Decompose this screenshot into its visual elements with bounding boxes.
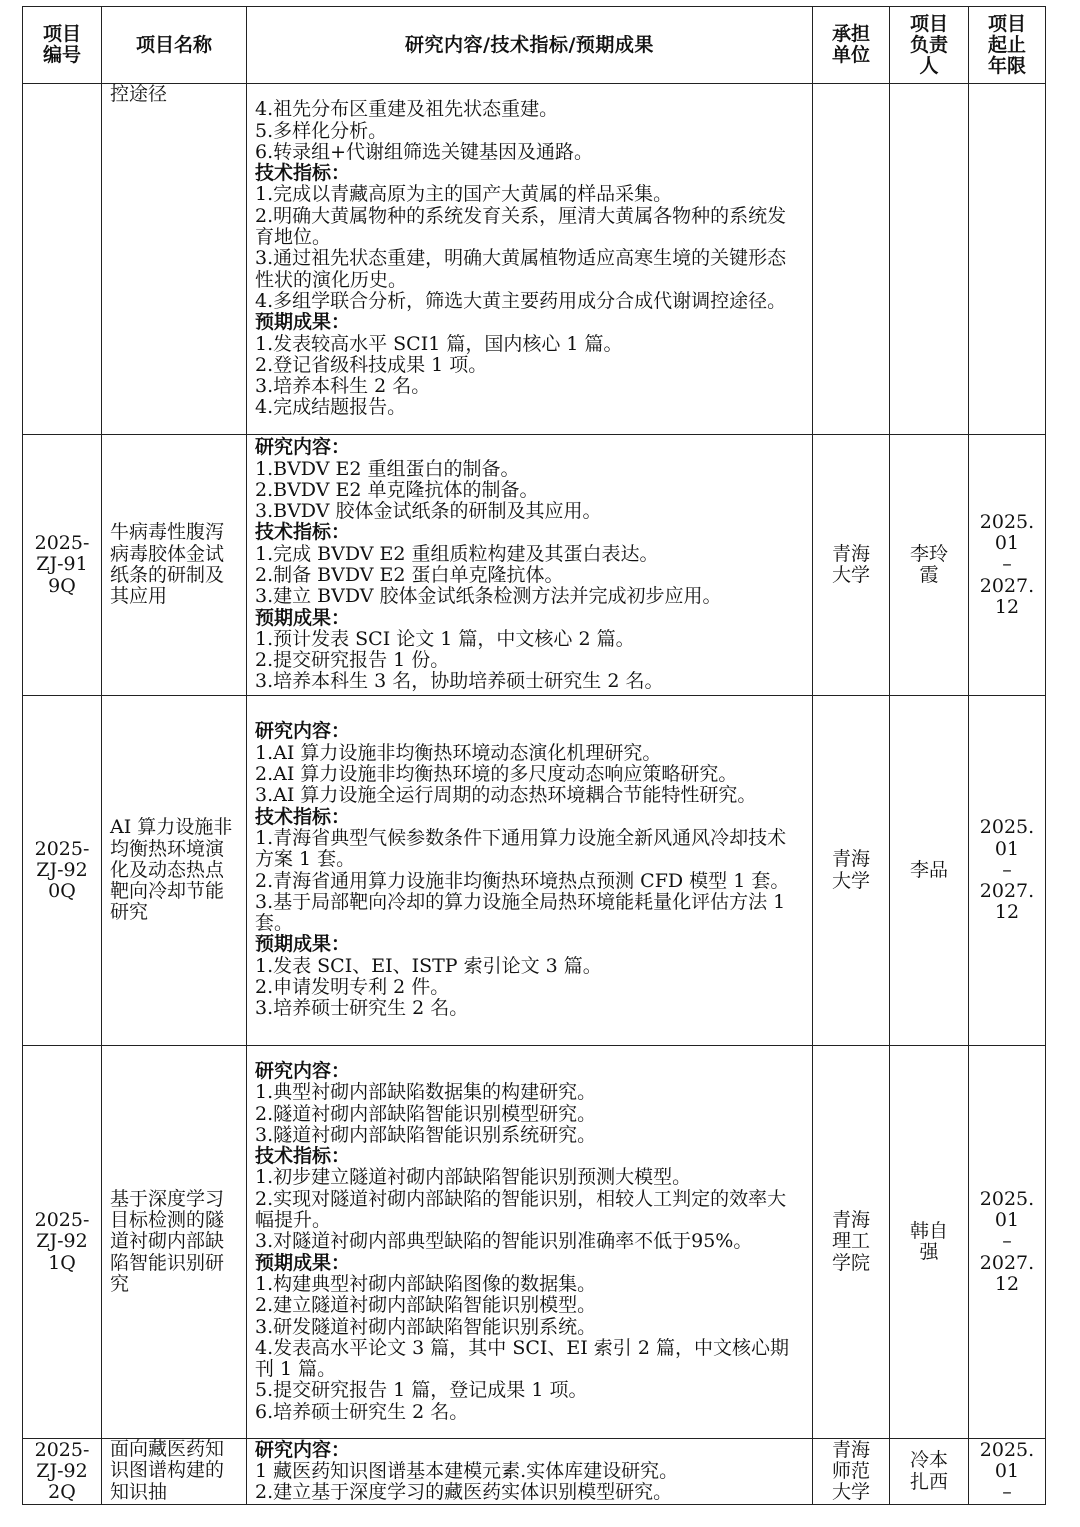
table-header-row [23, 7, 1046, 84]
project-name: 控途径 [102, 84, 247, 435]
project-code: 2025- ZJ-92 2Q [23, 1439, 102, 1505]
section-heading: 研究内容： [255, 1438, 351, 1461]
table-row [23, 1046, 1046, 1439]
header-content: 研究内容/技术指标/预期成果 [247, 7, 813, 84]
content-line: 1.初步建立隧道衬砌内部缺陷智能识别预测大模型。 [255, 1166, 692, 1189]
project-leader: 李玲 霞 [890, 435, 969, 696]
project-code: 2025- ZJ-91 9Q [23, 435, 102, 696]
content-line: 1.预计发表 SCI 论文 1 篇，中文核心 2 篇。 [255, 627, 635, 650]
content-line: 2.AI 算力设施非均衡热环境的多尺度动态响应策略研究。 [255, 763, 738, 786]
content-line: 2.明确大黄属物种的系统发育关系，厘清大黄属各物种的系统发育地位。 [255, 204, 787, 249]
content-line: 5.多样化分析。 [255, 119, 388, 142]
content-line: 1.构建典型衬砌内部缺陷图像的数据集。 [255, 1272, 597, 1295]
section-heading: 研究内容： [255, 720, 351, 743]
header-period: 项目 起止 年限 [969, 7, 1046, 84]
content-line: 1.BVDV E2 重组蛋白的制备。 [255, 457, 520, 480]
table-row [23, 84, 1046, 435]
content-line: 4.完成结题报告。 [255, 396, 407, 419]
project-period: 2025. 01 – [969, 1439, 1046, 1505]
content-line: 1.发表较高水平 SCI1 篇，国内核心 1 篇。 [255, 332, 623, 355]
project-leader: 韩自 强 [890, 1046, 969, 1439]
content-line: 2.登记省级科技成果 1 项。 [255, 353, 488, 376]
section-heading: 技术指标： [255, 805, 351, 828]
content-line: 2.提交研究报告 1 份。 [255, 649, 450, 672]
project-code [23, 84, 102, 435]
content-line: 2.建立隧道衬砌内部缺陷智能识别模型。 [255, 1294, 597, 1317]
project-code: 2025- ZJ-92 0Q [23, 696, 102, 1046]
content-line: 1.完成 BVDV E2 重组质粒构建及其蛋白表达。 [255, 542, 659, 565]
project-name: 基于深度学习目标检测的隧道衬砌内部缺陷智能识别研究 [102, 1046, 247, 1439]
content-line: 2.青海省通用算力设施非均衡热环境热点预测 CFD 模型 1 套。 [255, 869, 790, 892]
project-name: 面向藏医药知识图谱构建的知识抽 [102, 1439, 247, 1505]
content-line: 3.培养硕士研究生 2 名。 [255, 997, 469, 1020]
content-line: 3.通过祖先状态重建，明确大黄属植物适应高寒生境的关键形态性状的演化历史。 [255, 247, 787, 291]
project-code: 2025- ZJ-92 1Q [23, 1046, 102, 1439]
project-unit: 青海 理工 学院 [813, 1046, 890, 1439]
content-line: 3.培养本科生 2 名。 [255, 375, 431, 398]
project-leader: 冷本 扎西 [890, 1439, 969, 1505]
section-heading: 预期成果： [255, 1251, 351, 1274]
project-leader [890, 84, 969, 435]
project-leader: 李品 [890, 696, 969, 1046]
content-line: 2.实现对隧道衬砌内部缺陷的智能识别，相较人工判定的效率大幅提升。 [255, 1187, 787, 1232]
content-line: 1.AI 算力设施非均衡热环境动态演化机理研究。 [255, 741, 662, 764]
project-content [247, 435, 813, 696]
header-leader: 项目 负责 人 [890, 7, 969, 84]
content-line: 3.建立 BVDV 胶体金试纸条检测方法并完成初步应用。 [255, 585, 722, 608]
table-row [23, 1439, 1046, 1505]
project-content [247, 1439, 813, 1505]
project-content [247, 1046, 813, 1439]
section-heading: 预期成果： [255, 606, 351, 629]
project-period: 2025. 01 – 2027. 12 [969, 1046, 1046, 1439]
project-unit: 青海 大学 [813, 435, 890, 696]
section-heading: 预期成果： [255, 311, 351, 334]
content-line: 2.建立基于深度学习的藏医药实体识别模型研究。 [255, 1481, 673, 1504]
project-unit: 青海 师范 大学 [813, 1439, 890, 1505]
content-line: 2.BVDV E2 单克隆抗体的制备。 [255, 478, 539, 501]
content-line: 6.转录组+代谢组筛选关键基因及通路。 [255, 140, 594, 163]
table-body [23, 84, 1046, 1505]
content-line: 4.祖先分布区重建及祖先状态重建。 [255, 98, 559, 121]
content-line: 4.发表高水平论文 3 篇，其中 SCI、EI 索引 2 篇，中文核心期刊 1 篇。 [255, 1336, 789, 1381]
content-line: 2.制备 BVDV E2 蛋白单克隆抗体。 [255, 564, 564, 586]
project-period: 2025. 01 – 2027. 12 [969, 696, 1046, 1046]
content-line: 5.提交研究报告 1 篇，登记成果 1 项。 [255, 1379, 588, 1402]
project-content [247, 696, 813, 1046]
project-unit: 青海 大学 [813, 696, 890, 1046]
content-line: 6.培养硕士研究生 2 名。 [255, 1400, 469, 1423]
section-heading: 研究内容： [255, 436, 351, 459]
section-heading: 技术指标： [255, 521, 351, 544]
content-line: 1.典型衬砌内部缺陷数据集的构建研究。 [255, 1081, 597, 1104]
content-line: 1.完成以青藏高原为主的国产大黄属的样品采集。 [255, 183, 673, 206]
table-row [23, 435, 1046, 696]
content-line: 3.AI 算力设施全运行周期的动态热环境耦合节能特性研究。 [255, 784, 757, 807]
table-row [23, 696, 1046, 1046]
header-code: 项目 编号 [23, 7, 102, 84]
project-table [22, 6, 1046, 1505]
header-name: 项目名称 [102, 7, 247, 84]
section-heading: 技术指标： [255, 162, 351, 185]
project-period: 2025. 01 – 2027. 12 [969, 435, 1046, 696]
project-period [969, 84, 1046, 435]
section-heading: 研究内容： [255, 1059, 351, 1082]
content-line: 3.研发隧道衬砌内部缺陷智能识别系统。 [255, 1315, 597, 1338]
header-unit: 承担 单位 [813, 7, 890, 84]
content-line: 3.对隧道衬砌内部典型缺陷的智能识别准确率不低于95%。 [255, 1230, 753, 1253]
project-content [247, 84, 813, 435]
content-line: 3.培养本科生 3 名，协助培养硕士研究生 2 名。 [255, 670, 664, 693]
content-line: 1 藏医药知识图谱基本建模元素.实体库建设研究。 [255, 1459, 679, 1482]
project-unit [813, 84, 890, 435]
section-heading: 预期成果： [255, 933, 351, 956]
content-line: 3.BVDV 胶体金试纸条的研制及其应用。 [255, 500, 602, 523]
content-line: 3.基于局部靶向冷却的算力设施全局热环境能耗量化评估方法 1 套。 [255, 890, 786, 935]
content-line: 2.隧道衬砌内部缺陷智能识别模型研究。 [255, 1102, 597, 1125]
content-line: 4.多组学联合分析，筛选大黄主要药用成分合成代谢调控途径。 [255, 289, 787, 312]
section-heading: 技术指标： [255, 1145, 351, 1168]
project-name: 牛病毒性腹泻病毒胶体金试纸条的研制及其应用 [102, 435, 247, 696]
content-line: 1.青海省典型气候参数条件下通用算力设施全新风通风冷却技术方案 1 套。 [255, 826, 787, 871]
content-line: 3.隧道衬砌内部缺陷智能识别系统研究。 [255, 1123, 597, 1146]
project-name: AI 算力设施非均衡热环境演化及动态热点靶向冷却节能研究 [102, 696, 247, 1046]
content-line: 1.发表 SCI、EI、ISTP 索引论文 3 篇。 [255, 954, 602, 977]
content-line: 2.申请发明专利 2 件。 [255, 975, 450, 998]
